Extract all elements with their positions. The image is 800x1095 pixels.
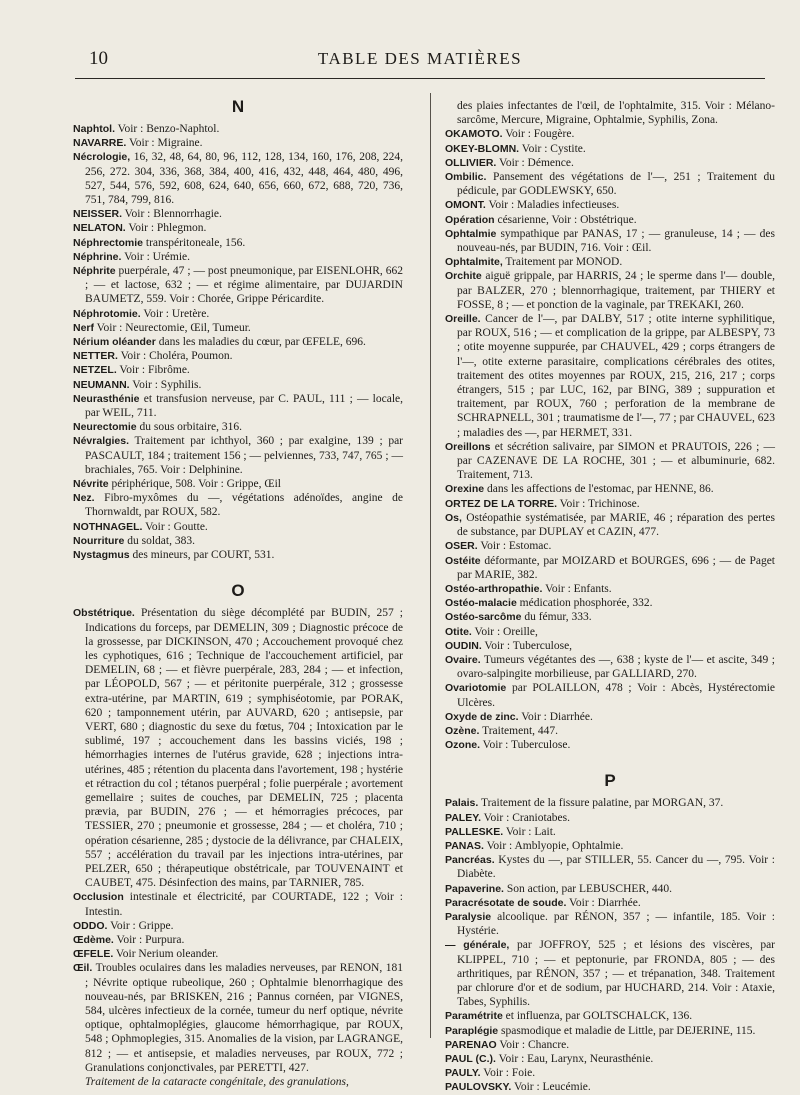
entry-text: périphérique, 508. Voir : Grippe, Œil xyxy=(108,478,281,491)
entry-headword: PALLESKE. xyxy=(445,825,504,838)
entry-headword: Oreille. xyxy=(445,313,481,326)
entry-headword: NEUMANN. xyxy=(73,378,130,391)
entry-text: et sécrétion salivaire, par SIMON et PRAUTOIS, 226 ; — par CAZENAVE DE LA ROCHE, 301 ; — et albuminurie, 682. Traitement, 713. xyxy=(457,440,775,482)
entry-text: Présentation du siège décomplété par BUDIN, 257 ; Indications du forceps, par DEMELIN, 309 ; Diagnostic précoce de la grossesse, par DICKINSON, 470 ; Accouchement provoqué chez les cyphotiques, 616 ; Technique de l'accouchement artificiel, par DEMELIN, 68 ; — et fièvre puerpérale, 283, 284 ; — et infection, par LÉOPOLD, 567 ; — et péritonite puerpérale, 312 ; grossesse extra-utérine, par MARTIN, 619 ; symphiséotomie, par PORAK, 620 ; tamponnement utérin, par AUVARD, 620 ; antisepsie, par VERT, 680 ; diagnostic du sexe du fœtus, 704 ; Intoxication par le sublimé, 197 ; accouchement dans les bassins viciés, 198 ; hémorrhagies internes de l'utérus gravide, 628 ; injections intra-utérines, 485 ; rétention du placenta dans l'avortement, 198 ; hystérie et rétraction du col ; tétanos puerpéral ; folie puerpérale ; avortement gemellaire ; suites de couches, par DEMELIN, 725 ; placenta prævia, par BUDIN, 276 ; — et hémorragies précoces, par TESSIER, 270 ; pneumonie et grossesse, 284 ; — et choléra, 710 ; opération césarienne, 285 ; dystocie de la délivrance, par CHALEIX, 557 ; accélération du travail par les injections intra-utérines, par PELZER, 650 ; thérapeutique obstétricale, par TOUVENAINT et CAUBET, 475. Désinfection des mains, par TARNIER, 785. xyxy=(85,607,403,890)
entry-text: césarienne, Voir : Obstétrique. xyxy=(494,213,637,226)
entry-headword: Œil. xyxy=(73,962,93,975)
entry-headword: Oreillons xyxy=(445,440,491,453)
entry-headword: Otite. xyxy=(445,625,472,638)
entry-text: Voir : Trichinose. xyxy=(557,497,640,510)
entry-headword: Paralysie xyxy=(445,910,492,923)
entry-headword: ORTEZ DE LA TORRE. xyxy=(445,497,558,510)
entry-headword: Ombilic. xyxy=(445,171,487,184)
index-entry xyxy=(73,335,403,349)
entry-headword: OKEY-BLOMN. xyxy=(445,142,520,155)
entry-headword: Ostéite xyxy=(445,554,481,567)
index-entry xyxy=(445,1024,775,1038)
entry-text: Troubles oculaires dans les maladies nerveuses, par RENON, 181 ; Névrite optique rubeolique, 260 ; Ophtalmie blenorrhagique des nouveau-nés, par BRISKEN, 216 ; Pannus cornéen, par VIGNES, 584, ulcères infectieux de la cornée, tumeur du nerf optique, névrite optique, ophtalmoplégies, glaucome hémorrhagique, par ROUX, 548 ; Ophmoplegies, 315. Anomalies de la vision, par LAGRANGE, 812 ; — et antisepsie, et maladies nerveuses, par ROUX, 772 ; Granulations conjonctivales, par PERETTI, 427. xyxy=(85,962,403,1074)
entry-headword: PAULY. xyxy=(445,1067,481,1080)
entry-text: aiguë grippale, par HARRIS, 24 ; le sperme dans l'— double, par BALZER, 270 ; blennorrhagique, traitement, par THIERY et FOSSE, 8 ; — et ponction de la vaginale, par TREKAKI, 260. xyxy=(457,270,775,311)
entry-text: Voir Nerium oleander. xyxy=(113,948,219,961)
entry-text: par JOFFROY, 525 ; et lésions des viscères, par KLIPPEL, 710 ; — et peptonurie, par FRONDA, 805 ; — des arthritiques, par RÉNON, 357 ; — et trépanation, 348. Traitement par chlorure d'or et de sodium, par HUCHARD, 214. Voir : Ataxie, Tabes, Syphilis. xyxy=(457,939,776,1009)
entry-headword: ŒFELE. xyxy=(73,948,114,961)
entry-text: Traitement, 447. xyxy=(479,724,559,737)
entry-headword: PAULOVSKY. xyxy=(445,1081,512,1094)
entry-text: puerpérale, 47 ; — post pneumonique, par EISENLOHR, 662 ; — et lactose, 632 ; — et régime alimentaire, par DUJARDIN BAUMETZ, 559. Voir : Chorée, Grippe Péricardite. xyxy=(85,265,403,306)
page-number: 10 xyxy=(89,48,108,69)
index-entry xyxy=(73,420,403,434)
entry-headword: Papaverine. xyxy=(445,882,504,895)
index-entry xyxy=(73,122,403,136)
entry-headword: Pancréas. xyxy=(445,854,495,867)
index-entry xyxy=(73,392,403,420)
entry-text: et influenza, par GOLTSCHALCK, 136. xyxy=(502,1010,693,1023)
index-entry xyxy=(445,482,775,496)
entry-headword: Ovariotomie xyxy=(445,682,507,695)
entry-headword: PALEY. xyxy=(445,811,481,824)
entry-text: par POLAILLON, 478 ; Voir : Abcès, Hystérectomie Ulcères. xyxy=(457,682,775,709)
entry-text: Voir : Purpura. xyxy=(113,933,185,946)
entry-headword: Paramétrite xyxy=(445,1010,503,1023)
entry-headword: Neurectomie xyxy=(73,421,137,434)
index-entry xyxy=(445,227,775,255)
index-entry xyxy=(445,596,775,610)
index-entry xyxy=(445,269,775,312)
index-entry xyxy=(73,136,403,150)
entry-text: Voir : Leucémie. xyxy=(511,1081,591,1094)
index-entry xyxy=(73,919,403,933)
entry-text: Voir : Blennorrhagie. xyxy=(122,208,222,221)
index-entry xyxy=(445,839,775,853)
entry-text: Voir : Estomac. xyxy=(477,540,552,553)
entry-headword: NEISSER. xyxy=(73,208,123,221)
entry-text: 16, 32, 48, 64, 80, 96, 112, 128, 134, 160, 176, 208, 224, 256, 272. 304, 336, 368, 384, 400, 416, 432, 448, 464, 480, 496, 527, 544, 576, 592, 608, 624, 640, 656, 660, 672, 688, 720, 736, 751, 784, 799, 816. xyxy=(85,151,403,207)
entry-headword: NETTER. xyxy=(73,350,118,363)
entry-text: Voir : Craniotabes. xyxy=(480,811,570,824)
left-column xyxy=(73,96,403,1089)
index-entry xyxy=(445,1052,775,1066)
section-letter-p: P xyxy=(604,771,616,791)
entry-text: Voir : Diarrhée. xyxy=(566,896,641,909)
entry-headword: Occlusion xyxy=(73,891,124,904)
index-entry xyxy=(73,491,403,519)
entry-text: déformante, par MOIZARD et BOURGES, 696 ; — de Paget par MARIE, 382. xyxy=(457,554,775,581)
entry-headword: OMONT. xyxy=(445,199,486,212)
index-entry xyxy=(445,554,775,582)
index-entry xyxy=(73,548,403,562)
index-entry xyxy=(73,378,403,392)
entry-headword: Névralgies. xyxy=(73,435,130,448)
index-entry xyxy=(73,534,403,548)
entry-headword: Ostéo-sarcôme xyxy=(445,611,522,624)
entry-text: Ostéopathie systématisée, par MARIE, 46 ; réparation des pertes de substance, par DUPLAY et CAZIN, 477. xyxy=(457,511,775,539)
index-entry xyxy=(445,582,775,596)
entry-text: Voir : Fibrôme. xyxy=(116,364,190,377)
entry-text: Traitement par ichthyol, 360 ; par exalgine, 139 ; par PASCAULT, 184 ; traitement 156 ; — pelviennes, 733, 747, 765 ; — brachiales, 765. Voir : Delphinine. xyxy=(85,435,403,476)
oeil-continuation: des plaies infectantes de l'œil, de l'ophtalmite, 315. Voir : Mélano-sarcôme, Mercure, Migraine, Ophtalmie, Syphilis, Zona. xyxy=(457,100,775,127)
entry-headword: ODDO. xyxy=(73,919,108,932)
index-entry xyxy=(73,264,403,307)
entry-text: du fémur, 333. xyxy=(521,611,592,624)
index-entry xyxy=(445,910,775,938)
index-entry xyxy=(445,170,775,198)
entry-text: Voir : Amblyopie, Ophtalmie. xyxy=(483,839,624,852)
entry-text: Voir : Benzo-Naphtol. xyxy=(115,123,220,135)
index-entry xyxy=(73,221,403,235)
entry-headword: Ophtalmie xyxy=(445,227,497,240)
entry-headword: Nerf xyxy=(73,321,95,334)
entry-text: sympathique par PANAS, 17 ; — granuleuse, 14 ; — des nouveau-nés, par BUDIN, 716. Voir : Œil. xyxy=(457,227,775,255)
index-entry xyxy=(445,896,775,910)
index-entry xyxy=(445,497,775,511)
entry-headword: Paracrésotate de soude. xyxy=(445,896,567,909)
entry-headword: PANAS. xyxy=(445,839,484,852)
section-letter-n: N xyxy=(231,97,245,116)
entry-text: Voir : Uretère. xyxy=(140,307,210,320)
entry-headword: Opération xyxy=(445,213,495,226)
entry-text: et transfusion nerveuse, par C. PAUL, 111 ; — locale, par WEIL, 711. xyxy=(85,392,403,420)
entry-text: Pansement des végétations de l'—, 251 ; Traitement du pédicule, par GODLEWSKY, 650. xyxy=(457,171,775,198)
entry-headword: — générale, xyxy=(445,939,510,952)
index-entry xyxy=(73,606,403,890)
index-entry xyxy=(445,255,775,269)
entry-headword: Ozène. xyxy=(445,724,480,737)
section-o-list-left xyxy=(73,606,403,1075)
index-entry xyxy=(445,882,775,896)
index-entry xyxy=(445,511,775,539)
entry-text: Cancer de l'—, par DALBY, 517 ; otite interne syphilitique, par ROUX, 516 ; — et complication de la grippe, par ALBESPY, 73 ; otite moyenne suppurée, par CHAUVEL, 429 ; corps étrangers de l'—, otite externe parasitaire, complications cérébrales des otites, traitement des otites moyennes par ROUX, 215, 216, 217 ; corps étrangers, 515 ; par LUC, 162, par BING, 389 ; suppuration et traitement, par ROUX, 760 ; perforation de la membrane de SCHRAPNELL, 301 ; traumatisme de l'—, 77 ; par CHAUVEL, 623 ; maladies des —, par HERMET, 331. xyxy=(457,313,775,439)
entry-headword: Œdème. xyxy=(73,933,114,946)
index-entry xyxy=(445,796,775,810)
entry-headword: Nécrologie, xyxy=(73,151,131,164)
entry-text: Voir : Cystite. xyxy=(519,142,586,155)
index-entry xyxy=(445,440,775,483)
entry-headword: Nystagmus xyxy=(73,549,130,562)
index-entry xyxy=(73,890,403,918)
index-entry xyxy=(73,434,403,477)
entry-headword: Obstétrique. xyxy=(73,607,135,620)
section-n-list xyxy=(73,122,403,562)
index-entry xyxy=(73,363,403,377)
header-rule xyxy=(75,78,765,79)
index-entry xyxy=(445,681,775,709)
index-entry xyxy=(445,1066,775,1080)
entry-text: Voir : Diarrhée. xyxy=(518,710,593,723)
entry-headword: Néphrectomie xyxy=(73,236,144,249)
entry-headword: Nourriture xyxy=(73,534,125,547)
index-entry xyxy=(445,625,775,639)
column-divider xyxy=(430,93,431,1038)
entry-headword: Orexine xyxy=(445,483,485,496)
entry-text: transpéritoneale, 156. xyxy=(143,236,246,249)
entry-text: Voir : Fougère. xyxy=(502,128,575,141)
entry-headword: OUDIN. xyxy=(445,639,482,652)
index-entry xyxy=(445,639,775,653)
entry-text: médication phosphorée, 332. xyxy=(516,597,653,610)
entry-text: dans les maladies du cœur, par ŒFELE, 696. xyxy=(155,336,366,349)
index-entry xyxy=(445,610,775,624)
index-entry xyxy=(445,198,775,212)
index-entry xyxy=(73,321,403,335)
entry-headword: Ovaire. xyxy=(445,653,481,666)
entry-headword: Néphrotomie. xyxy=(73,307,141,320)
entry-headword: Ozone. xyxy=(445,739,481,752)
entry-text: Voir : Démence. xyxy=(496,156,574,169)
entry-headword: Névrite xyxy=(73,478,109,491)
index-entry xyxy=(445,539,775,553)
entry-text: Voir : Tuberculose. xyxy=(480,739,571,752)
index-entry xyxy=(445,938,775,1009)
index-entry xyxy=(445,1009,775,1023)
entry-headword: OKAMOTO. xyxy=(445,128,503,141)
entry-text: Voir : Foie. xyxy=(480,1067,536,1080)
entry-text: Voir : Grippe. xyxy=(107,919,174,932)
entry-text: alcoolique. par RÉNON, 357 ; — infantile, 185. Voir : Hystérie. xyxy=(457,910,775,938)
entry-headword: Naphtol. xyxy=(73,123,115,135)
entry-headword: Os, xyxy=(445,511,462,524)
entry-text: Voir : Syphilis. xyxy=(129,378,202,391)
entry-headword: PAUL (C.). xyxy=(445,1053,496,1065)
entry-text: Voir : Oreille, xyxy=(471,625,538,638)
index-entry xyxy=(73,477,403,491)
entry-headword: Néphrine. xyxy=(73,250,122,263)
index-entry xyxy=(445,825,775,839)
entry-text: Fibro-myxômes du —, végétations adénoïdes, angine de Thornwaldt, par ROUX, 582. xyxy=(85,492,403,519)
index-entry xyxy=(445,853,775,881)
entry-text: Voir : Eau, Larynx, Neurasthénie. xyxy=(495,1053,654,1065)
index-entry xyxy=(73,947,403,961)
index-entry xyxy=(445,142,775,156)
index-entry xyxy=(445,1080,775,1094)
entry-text: Voir : Phlegmon. xyxy=(125,222,207,235)
index-entry xyxy=(445,653,775,681)
entry-headword: NOTHNAGEL. xyxy=(73,520,143,533)
index-entry xyxy=(445,811,775,825)
entry-headword: OLLIVIER. xyxy=(445,156,497,169)
index-entry xyxy=(73,236,403,250)
entry-text: Voir : Maladies infectieuses. xyxy=(485,199,620,212)
index-entry xyxy=(73,307,403,321)
entry-headword: NAVARRE. xyxy=(73,137,127,150)
entry-headword: PARENAO xyxy=(445,1038,497,1051)
entry-text: des mineurs, par COURT, 531. xyxy=(129,549,275,562)
entry-text: du sous orbitaire, 316. xyxy=(136,421,243,434)
entry-text: Voir : Urémie. xyxy=(121,250,191,263)
index-entry xyxy=(73,250,403,264)
entry-text: Voir : Chancre. xyxy=(496,1038,570,1051)
index-entry xyxy=(445,156,775,170)
entry-headword: Orchite xyxy=(445,270,482,283)
section-p-list xyxy=(445,796,775,1094)
entry-headword: NETZEL. xyxy=(73,364,117,377)
index-entry xyxy=(73,961,403,1075)
index-entry xyxy=(73,150,403,207)
entry-text: Voir : Goutte. xyxy=(142,520,208,533)
entry-headword: Ophtalmite, xyxy=(445,256,503,269)
entry-headword: Nez. xyxy=(73,492,95,505)
index-entry xyxy=(73,207,403,221)
index-entry xyxy=(445,1038,775,1052)
index-entry xyxy=(73,349,403,363)
entry-text: Kystes du —, par STILLER, 55. Cancer du —, 795. Voir : Diabète. xyxy=(457,854,775,881)
index-entry xyxy=(445,710,775,724)
entry-text: Son action, par LEBUSCHER, 440. xyxy=(503,882,672,895)
entry-headword: Paraplégie xyxy=(445,1024,499,1037)
index-entry xyxy=(73,520,403,534)
index-entry xyxy=(445,312,775,440)
section-letter-o: O xyxy=(231,581,245,601)
index-entry xyxy=(73,933,403,947)
entry-text: du soldat, 383. xyxy=(124,534,195,547)
index-entry xyxy=(445,738,775,752)
entry-headword: Ostéo-malacie xyxy=(445,597,517,610)
entry-text: dans les affections de l'estomac, par HENNE, 86. xyxy=(484,483,714,496)
index-entry xyxy=(445,127,775,141)
running-header xyxy=(75,44,765,74)
entry-text: Traitement de la fissure palatine, par MORGAN, 37. xyxy=(478,797,724,810)
oeil-last-line: Traitement de la cataracte congénitale, des granulations, xyxy=(85,1076,349,1088)
entry-text: Voir : Migraine. xyxy=(126,137,203,150)
entry-text: Traitement par MONOD. xyxy=(502,256,623,269)
entry-text: intestinale et électricité, par COURTADE, 122 ; Voir : Intestin. xyxy=(85,891,403,918)
running-title: TABLE DES MATIÈRES xyxy=(317,49,523,68)
entry-text: Voir : Neurectomie, Œil, Tumeur. xyxy=(94,321,251,334)
entry-headword: Palais. xyxy=(445,797,479,810)
right-column xyxy=(445,99,775,1095)
entry-headword: Nérium oléander xyxy=(73,336,156,349)
entry-text: Voir : Enfants. xyxy=(542,582,612,595)
entry-text: Voir : Lait. xyxy=(503,825,556,838)
entry-text: Tumeurs végétantes des —, 638 ; kyste de l'— et ascite, 349 ; ovaro-salpingite morbilieuse, par GALLIARD, 270. xyxy=(457,653,775,681)
entry-headword: Ostéo-arthropathie. xyxy=(445,582,543,595)
entry-headword: Néphrite xyxy=(73,265,116,278)
entry-text: spasmodique et maladie de Little, par DEJERINE, 115. xyxy=(498,1024,756,1037)
entry-text: Voir : Tuberculose, xyxy=(481,639,573,652)
entry-headword: Oxyde de zinc. xyxy=(445,710,519,723)
entry-headword: Neurasthénie xyxy=(73,392,140,405)
index-entry xyxy=(445,213,775,227)
entry-text: Voir : Choléra, Poumon. xyxy=(117,350,233,363)
section-o-list-right xyxy=(445,127,775,752)
index-entry xyxy=(445,724,775,738)
entry-headword: NELATON. xyxy=(73,222,126,235)
entry-headword: OSER. xyxy=(445,540,478,553)
